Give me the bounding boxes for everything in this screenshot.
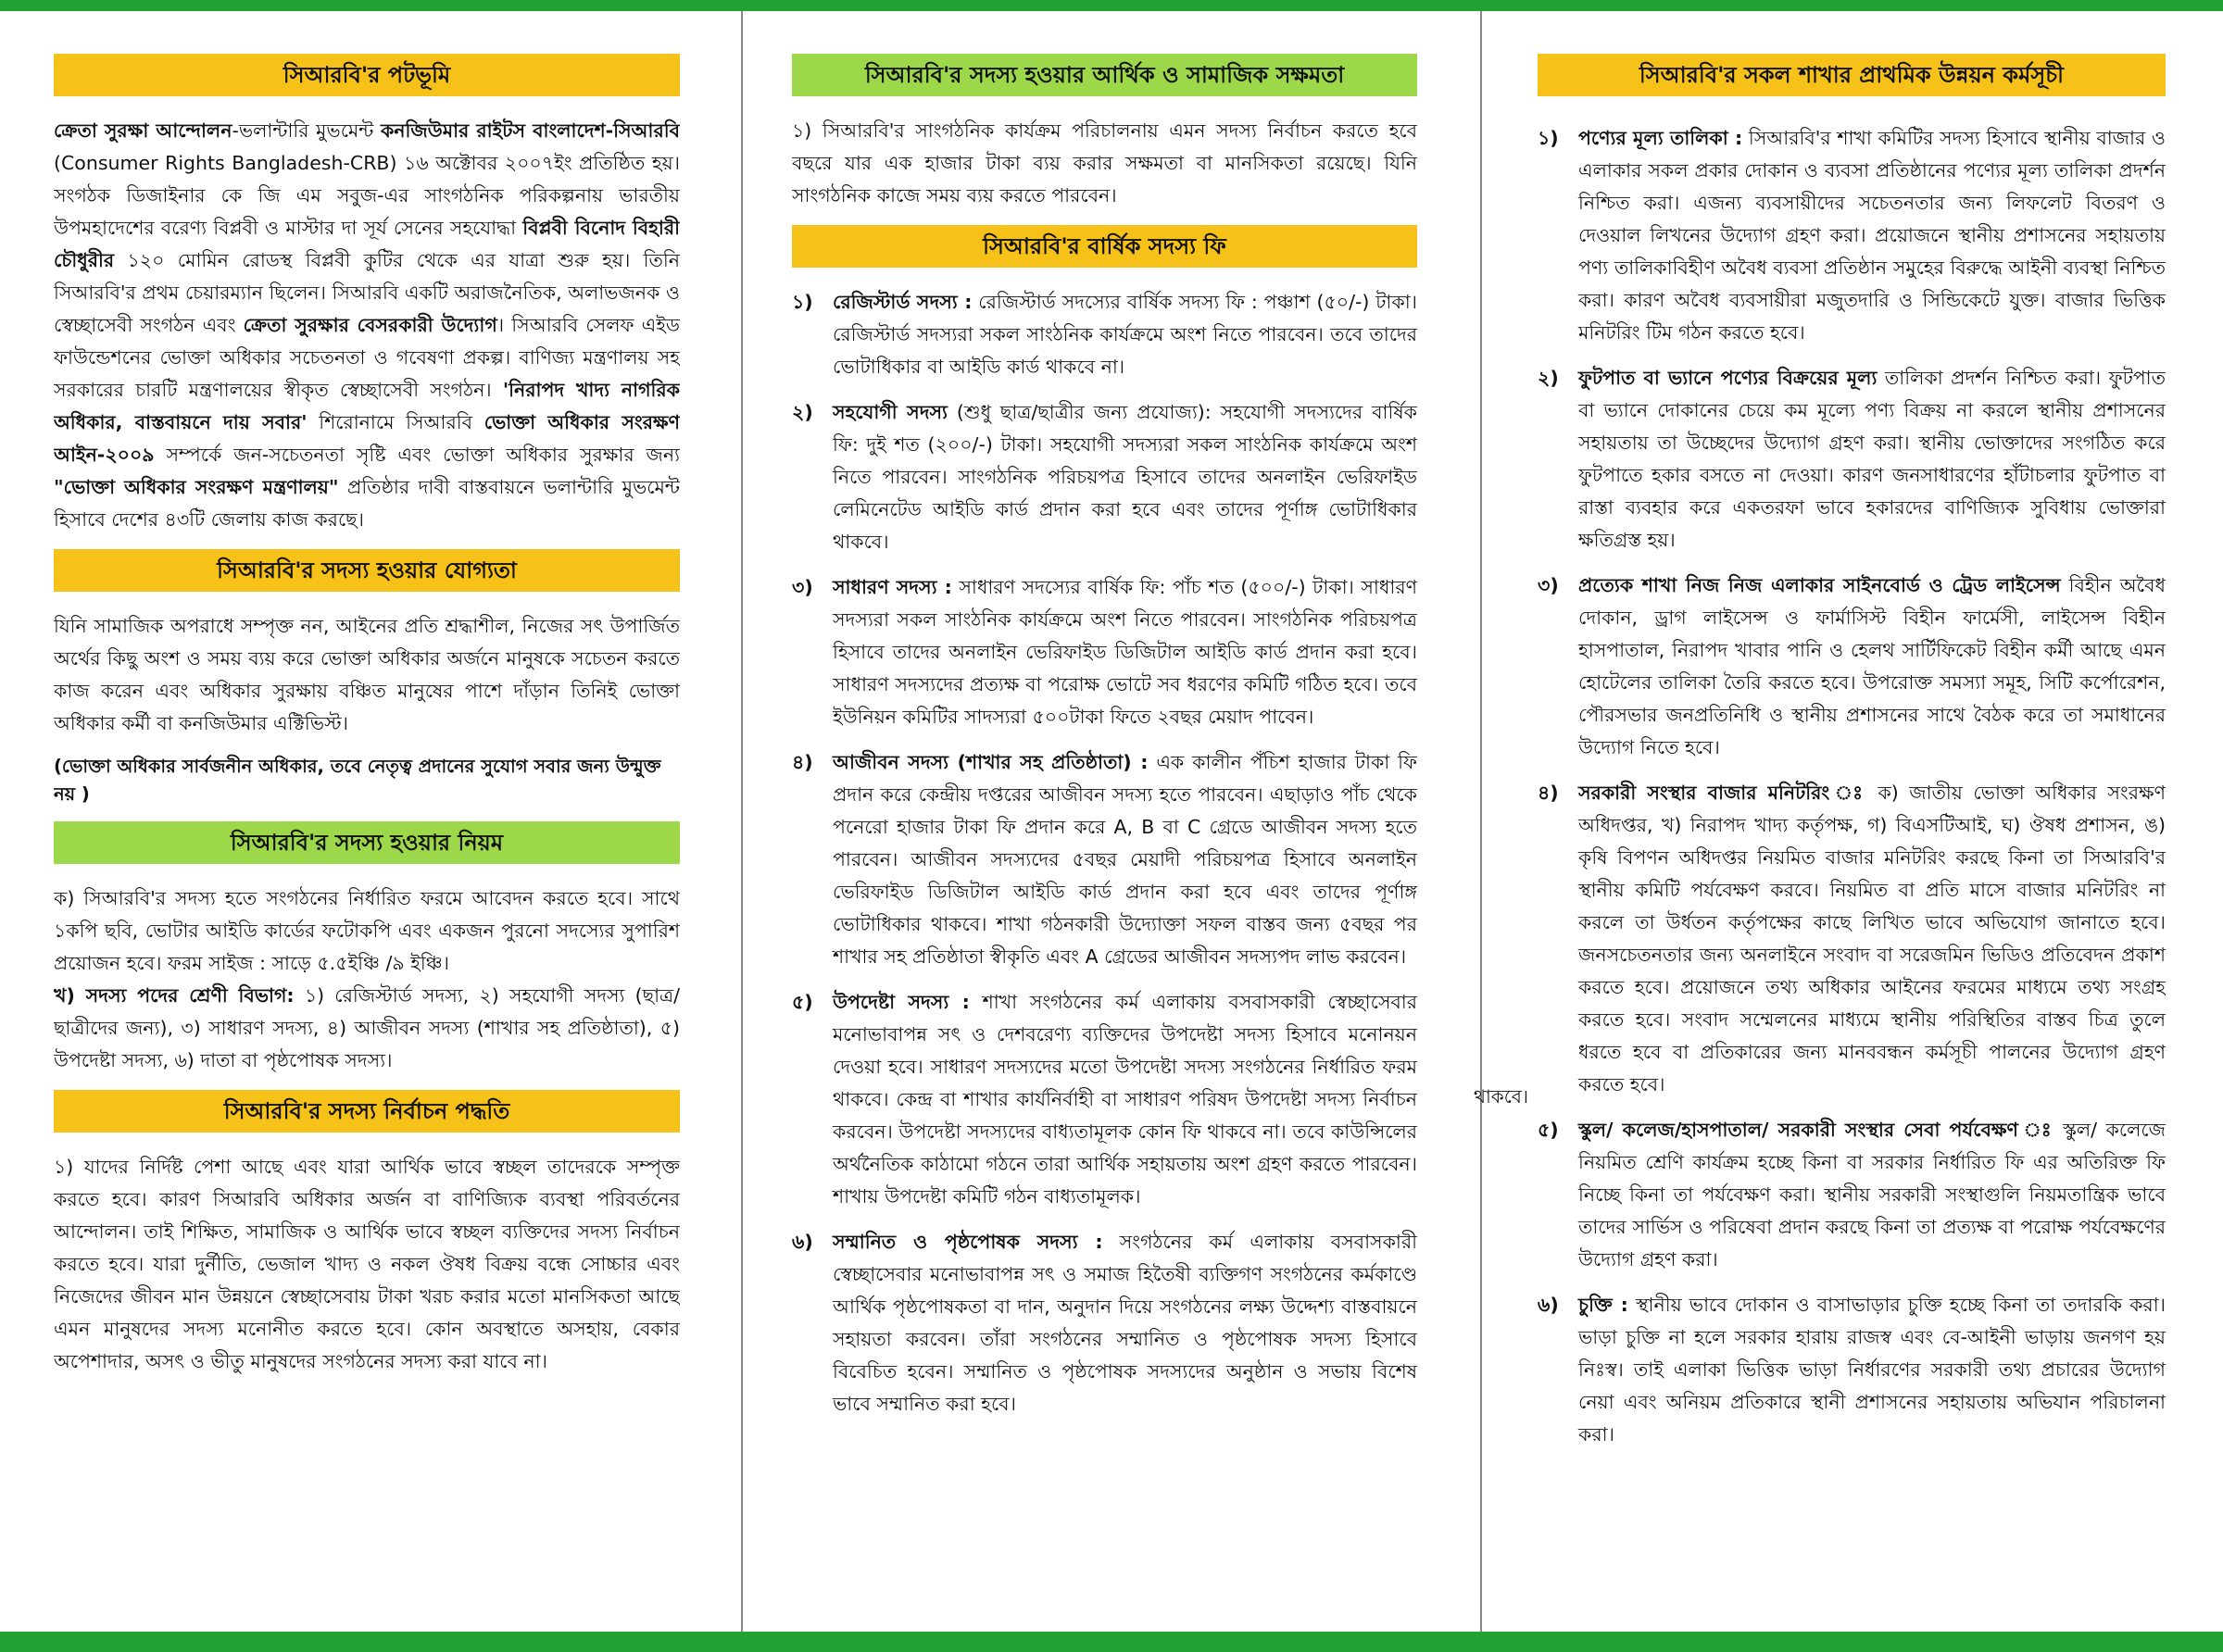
- background-span-14: প্রতিষ্ঠার দাবী বাস্তবায়নে ভলান্টারি মুভমেন্ট হিসাবে দেশের ৪৩টি জেলায় কাজ করছে।: [54, 476, 680, 531]
- fee-item-num: ২): [792, 401, 813, 423]
- fee-item-general: [792, 571, 1417, 733]
- fold-divider-left: [741, 11, 743, 1632]
- program-item-text: সিআরবি'র শাখা কমিটির সদস্য হিসাবে স্থানীয় বাজার ও এলাকার সকল প্রকার দোকান ও ব্যবসা প্রতিষ্ঠানের পণ্যের মূল্য তালিকা প্রদর্শন নিশ্চিত করা। এজন্য ব্যবসায়ীদের সচেতনতার জন্য লিফলেট বিতরণ ও দেওয়াল লিখনের উদ্যোগ গ্রহণ করা। প্রয়োজনে স্থানীয় প্রশাসনের সহায়তায় পণ্য তালিকাবিহীণ অবৈধ ব্যবসা প্রতিষ্ঠান সমুহের বিরুদ্ধে আইনী ব্যবস্থা নিশ্চিত করা। কারণ অবৈধ ব্যবসায়ীরা মজুতদারি ও সিন্ডিকেটে যুক্ত। বাজার ভিত্তিক মনিটরিং টিম গঠন করতে হবে।: [1578, 127, 2166, 344]
- column-middle: [792, 54, 1417, 1624]
- fee-item-registered: [792, 286, 1417, 383]
- program-item-num: ৪): [1538, 782, 1559, 804]
- program-item-num: ২): [1538, 367, 1559, 389]
- program-item-label: ফুটপাত বা ভ্যানে পণ্যের বিক্রয়ের মূল্য: [1578, 367, 1878, 389]
- program-item-num: ৩): [1538, 574, 1559, 596]
- background-span-4: (Consumer Rights Bangladesh-CRB) ১৬ অক্টোবর ২০০৭ইং প্রতিষ্ঠিত হয়। সংগঠক ডিজাইনার কে জি এম সবুজ-এর সাংগঠনিক পরিকল্পনায় ভারতীয় উপমহাদেশের বরেণ্য বিপ্লবী ও মাস্টার দা সূর্য সেনের সহযোদ্ধা: [54, 152, 680, 239]
- rules-b-label: খ) সদস্য পদের শ্রেণী বিভাগ:: [54, 984, 295, 1007]
- selection-text: ১) যাদের নির্দিষ্ট পেশা আছে এবং যারা আর্থিক ভাবে স্বচ্ছল তাদেরকে সম্পৃক্ত করতে হবে। কারণ সিআরবি অধিকার অর্জন বা বাণিজ্যিক ব্যবস্থা পরিবর্তনের আন্দোলন। তাই শিক্ষিত, সামাজিক ও আর্থিক ভাবে স্বচ্ছল ব্যক্তিদের সদস্য নির্বাচন করতে হবে। যারা দুর্নীতি, ভেজাল খাদ্য ও নকল ঔষধ বিক্রয় বন্ধে সোচ্চার এবং নিজেদের জীবন মান উন্নয়নে স্বেচ্ছাসেবায় টাকা খরচ করার মতো মানসিকতা আছে এমন মানুষদের সদস্য মনোনীত করতে হবে। কোন অবস্থাতে অসহায়, বেকার অপেশাদার, অসৎ ও ভীতু মানুষদের সংগঠনের সদস্য করা যাবে না।: [54, 1156, 680, 1372]
- column-left: [54, 54, 680, 1624]
- program-item-text: ক) জাতীয় ভোক্তা অধিকার সংরক্ষণ অধিদপ্তর, খ) নিরাপদ খাদ্য কর্তৃপক্ষ, গ) বিএসটিআই, ঘ) ঔষধ প্রশাসন, ঙ) কৃষি বিপণন অধিদপ্তর নিয়মিত বাজার মনিটরিং করছে কিনা তা সিআরবি'র স্থানীয় কমিটি পর্যবেক্ষণ করবে। নিয়মিত বা প্রতি মাসে বাজার মনিটরিং না করলে তা উর্ধতন কর্তৃপক্ষের কাছে লিখিত ভাবে অভিযোগ জানাতে হবে। জনসচেতনতার জন্য অনলাইনে সংবাদ বা সরেজমিন ভিডিও প্রতিবেদন প্রকাশ করতে হবে। প্রয়োজনে তথ্য অধিকার আইনের ফরমের মাধ্যমে তথ্য সংগ্রহ করতে হবে। সংবাদ সম্মেলনের মাধ্যমে স্থানীয় পরিস্থিতির বাস্তব চিত্র তুলে ধরতে হবে বা প্রতিকারের জন্য মানববন্ধন কর্মসূচী পালনের উদ্যোগ গ্রহণ করতে হবে।: [1578, 782, 2166, 1095]
- program-item-label: চুক্তি :: [1578, 1294, 1628, 1316]
- rules-b-text: [54, 980, 680, 1077]
- program-item-label: প্রত্যেক শাখা নিজ নিজ এলাকার সাইনবোর্ড ও ট্রেড লাইসেন্স: [1578, 574, 2061, 596]
- background-span-10: শিরোনামে সিআরবি: [307, 411, 484, 433]
- background-span-12: সম্পর্কে জন-সচেতনতা সৃষ্টি এবং ভোক্তা অধিকার সুরক্ষার জন্য: [154, 444, 680, 466]
- section-title-programs: সিআরবি'র সকল শাখার প্রাথমিক উন্নয়ন কর্মসূচী: [1538, 54, 2166, 96]
- background-bold-1: ক্রেতা সুরক্ষা আন্দোলন: [54, 119, 232, 142]
- fee-item-label: সম্মানিত ও পৃষ্ঠপোষক সদস্য :: [833, 1231, 1103, 1253]
- program-item-num: ৬): [1538, 1294, 1559, 1316]
- section-title-selection: সিআরবি'র সদস্য নির্বাচন পদ্ধতি: [54, 1090, 680, 1133]
- fee-item-associate: [792, 396, 1417, 558]
- background-bold-3: কনজিউমার রাইটস বাংলাদেশ-সিআরবি: [380, 119, 680, 142]
- column-right: [1538, 54, 2166, 1624]
- top-green-bar: [0, 0, 2223, 11]
- fee-item-label: সাধারণ সদস্য :: [833, 576, 952, 598]
- rules-b-body: ১) রেজিস্টার্ড সদস্য, ২) সহযোগী সদস্য (ছাত্র/ছাত্রীদের জন্য), ৩) সাধারণ সদস্য, ৪) আজীবন সদস্য (শাখার সহ প্রতিষ্ঠাতা), ৫) উপদেষ্টা সদস্য, ৬) দাতা বা পৃষ্ঠপোষক সদস্য।: [54, 984, 680, 1071]
- fee-item-text: (শুধু ছাত্র/ছাত্রীর জন্য প্রযোজ্য): সহযোগী সদস্যদের বার্ষিক ফি: দুই শত (২০০/-) টাকা। সহযোগী সদস্যরা সকল সাংঠনিক কার্যক্রমে অংশ নিতে পারবেন। সাংগঠনিক পরিচয়পত্র হিসাবে তাদের অনলাইন ভেরিফাইড লেমিনেটেড আইডি কার্ড প্রদান করা হবে এবং তাদের পূর্ণাঙ্গ ভোটাধিকার থাকবে।: [833, 401, 1417, 553]
- fee-item-text: এক কালীন পঁচিশ হাজার টাকা ফি প্রদান করে কেন্দ্রীয় দপ্তরের আজীবন সদস্য হতে পারবেন। এছাড়াও পাঁচ থেকে পনেরো হাজার টাকা ফি প্রদান করে A, B বা C গ্রেডে আজীবন সদস্য হতে পারবেন। আজীবন সদস্যদের ৫বছর মেয়াদী পরিচয়পত্র হিসাবে অনলাইন ভেরিফাইড ডিজিটাল আইডি কার্ড প্রদান করা হবে এবং তাদের পূর্ণাঙ্গ ভোটাধিকার থাকবে। শাখা গঠনকারী উদ্যোক্তা সফল বাস্তব জন্য ৫বছর পর শাখার সহ প্রতিষ্ঠাতা স্বীকৃতি এবং A গ্রেডের আজীবন সদস্যপদ লাভ করবেন।: [833, 751, 1417, 968]
- fee-item-num: ৬): [792, 1231, 813, 1253]
- program-item-text: স্কুল/ কলেজে নিয়মিত শ্রেণি কার্যক্রম হচ্ছে কিনা বা সরকার নির্ধারিত ফি এর অতিরিক্ত ফি নিচ্ছে কিনা তা পর্যবেক্ষণ করা। স্থানীয় সরকারী সংস্থাগুলি নিয়মতান্ত্রিক ভাবে তাদের সার্ভিস ও পরিষেবা প্রদান করছে কিনা তা প্রত্যক্ষ বা পরোক্ষ পর্যবেক্ষণের উদ্যোগ গ্রহণ করা।: [1578, 1119, 2166, 1270]
- fee-item-text: রেজিস্টার্ড সদস্যের বার্ষিক সদস্য ফি : পঞ্চাশ (৫০/-) টাকা। রেজিস্টার্ড সদস্যরা সকল সাংঠনিক কার্যক্রমে অংশ নিতে পারবেন। তবে তাদের ভোটাধিকার বা আইডি কার্ড থাকবে না।: [833, 291, 1417, 378]
- program-item-num: ৫): [1538, 1119, 1559, 1141]
- background-bold-7: ক্রেতা সুরক্ষার বেসরকারী উদ্যোগ: [243, 314, 497, 336]
- bottom-green-bar: [0, 1632, 2223, 1652]
- fee-item-label: সহযোগী সদস্য: [833, 401, 948, 423]
- program-item-num: ১): [1538, 127, 1559, 149]
- section-title-eligibility: সিআরবি'র সদস্য হওয়ার যোগ্যতা: [54, 549, 680, 592]
- fee-item-num: ৩): [792, 576, 813, 598]
- spacer: [1538, 115, 2166, 122]
- background-bold-9: 'নিরাপদ খাদ্য নাগরিক অধিকার, বাস্তবায়নে দায় সবার': [54, 379, 680, 433]
- fee-item-lifetime: [792, 746, 1417, 973]
- fee-item-num: ৫): [792, 991, 813, 1013]
- fee-item-label: উপদেষ্টা সদস্য :: [833, 991, 970, 1013]
- program-item-label: সরকারী সংস্থার বাজার মনিটরিং ঃ: [1578, 782, 1867, 804]
- program-item-text: বিহীন অবৈধ দোকান, ড্রাগ লাইসেন্স ও ফার্মাসিস্ট বিহীন ফার্মেসী, লাইসেন্স বিহীন হাসপাতাল, নিরাপদ খাবার পানি ও হেলথ সার্টিফিকেট বিহীন কর্মী আছে এমন হোটেলের তালিকা তৈরি করতে হবে। উপরোক্ত সমস্যা সমূহ, সিটি কর্পোরেশন, পৌরসভার জনপ্রতিনিধি ও স্থানীয় প্রশাসনের সাথে বৈঠক করে তা সমাধানের উদ্যোগ নিতে হবে।: [1578, 574, 2166, 758]
- capacity-text: ১) সিআরবি'র সাংগঠনিক কার্যক্রম পরিচালনায় এমন সদস্য নির্বাচন করতে হবে বছরে যার এক হাজার টাকা ব্যয় করার সক্ষমতা বা মানসিকতা রয়েছে। যিনি সাংগঠনিক কাজে সময় ব্যয় করতে পারবেন।: [792, 119, 1417, 206]
- fee-item-text: সাধারণ সদস্যের বার্ষিক ফি: পাঁচ শত (৫০০/-) টাকা। সাধারণ সদস্যরা সকল সাংঠনিক কার্যক্রমে অংশ নিতে পারবেন। সাংগঠনিক পরিচয়পত্র হিসাবে তাদের অনলাইন ভেরিফাইড ডিজিটাল আইডি কার্ড প্রদান করা হবে। সাধারণ সদস্যদের প্রত্যক্ষ বা পরোক্ষ ভোটে সব ধরণের কমিটি গঠিত হবে। তবে ইউনিয়ন কমিটির সাদস্যরা ৫০০টাকা ফিতে ২বছর মেয়াদ পাবেন।: [833, 576, 1417, 728]
- fee-item-num: ৪): [792, 751, 813, 773]
- program-item-label: স্কুল/ কলেজ/হাসপাতাল/ সরকারী সংস্থার সেবা পর্যবেক্ষণ ঃ: [1578, 1119, 2054, 1141]
- program-item-text: তালিকা প্রদর্শন নিশ্চিত করা। ফুটপাত বা ভ্যানে দোকানের চেয়ে কম মূল্যে পণ্য বিক্রয় না করলে স্থানীয় প্রশাসনের সহায়তায় তা উচ্ছেদের উদ্যোগ গ্রহণ করা। স্থানীয় ভোক্তাদের সংগঠিত করে ফুটপাতে হকার বসতে না দেওয়া। কারণ জনসাধারণের হাঁটাচলার ফুটপাত বা রাস্তা ব্যবহার করে একতরফা ভাবে হকারদের বাণিজ্যিক সুবিধায় ভোক্তারা ক্ষতিগ্রস্ত হয়।: [1578, 367, 2166, 551]
- section-title-rules: সিআরবি'র সদস্য হওয়ার নিয়ম: [54, 821, 680, 864]
- program-item-license: [1538, 569, 2166, 764]
- fee-item-advisor: [792, 986, 1417, 1213]
- fold-divider-right: [1480, 11, 1482, 1632]
- fee-item-text: সংগঠনের কর্ম এলাকায় বসবাসকারী স্বেচ্ছাসেবার মনোভাবাপন্ন সৎ ও সমাজ হিতৈষী ব্যক্তিগণ সংগঠনের কর্মকাণ্ডে আর্থিক পৃষ্ঠপোষকতা বা দান, অনুদান দিয়ে সংগঠনের লক্ষ্য উদ্দেশ্য বাস্তবায়নে সহায়তা করবেন। তাঁরা সংগঠনের সম্মানিত ও পৃষ্ঠপোষক সদস্য হিসাবে বিবেচিত হবেন। সম্মানিত ও পৃষ্ঠপোষক সদস্যদের অনুষ্ঠান ও সভায় বিশেষ ভাবে সম্মানিত করা হবে।: [833, 1231, 1417, 1415]
- fee-item-num: ১): [792, 291, 813, 313]
- fee-item-label: আজীবন সদস্য (শাখার সহ প্রতিষ্ঠাতা) :: [833, 751, 1149, 773]
- section-title-fees: সিআরবি'র বার্ষিক সদস্য ফি: [792, 225, 1417, 268]
- program-item-contract: [1538, 1289, 2166, 1451]
- fee-item-patron: [792, 1226, 1417, 1420]
- fee-item-text: শাখা সংগঠনের কর্ম এলাকায় বসবাসকারী স্বেচ্ছাসেবার মনোভাবাপন্ন সৎ ও দেশবরেণ্য ব্যক্তিদের উপদেষ্টা সদস্য হিসাবে মনোনয়ন দেওয়া হবে। সাধারণ সদস্যদের মতো উপদেষ্টা সদস্য সংগঠনের নির্ধারিত ফরম থাকবে। কেন্দ্র বা শাখার কার্যনির্বাহী বা সাধারণ পরিষদ উপদেষ্টা সদস্য নির্বাচন করবেন। উপদেষ্টা সদস্যদের বাধ্যতামূলক কোন ফি থাকবে না। তবে কাউন্সিলের অর্থনৈতিক কাঠামো গঠনে তারা আর্থিক সহায়তায় অংশ গ্রহণ করতে পারবেন। শাখায় উপদেষ্টা কমিটি গঠন বাধ্যতামূলক।: [833, 991, 1417, 1208]
- background-span-6: ১২০ মোমিন রোডস্থ বিপ্লবী কুটির থেকে এর যাত্রা শুরু হয়। তিনি সিআরবি'র প্রথম চেয়ারম্যান ছিলেন। সিআরবি একটি অরাজনৈতিক, অলাভজনক ও স্বেচ্ছাসেবী সংগঠন এবং: [54, 249, 680, 336]
- eligibility-text: যিনি সামাজিক অপরাধে সম্পৃক্ত নন, আইনের প্রতি শ্রদ্ধাশীল, নিজের সৎ উপার্জিত অর্থের কিছু অংশ ও সময় ব্যয় করে ভোক্তা অধিকার অর্জনে মানুষকে সচেতন করতে কাজ করেন এবং অধিকার সুরক্ষায় বঞ্চিত মানুষের পাশে দাঁড়ান তিনিই ভোক্তা অধিকার কর্মী বা কনজিউমার এক্টিভিস্ট।: [54, 615, 680, 734]
- program-item-label: পণ্যের মূল্য তালিকা :: [1578, 127, 1743, 149]
- eligibility-note: (ভোক্তা অধিকার সার্বজনীন অধিকার, তবে নেতৃত্ব প্রদানের সুযোগ সবার জন্য উন্মুক্ত নয় ): [54, 756, 661, 805]
- background-text: [54, 115, 680, 536]
- background-span-8: । সিআরবি সেলফ এইড ফাউন্ডেশনের ভোক্তা অধিকার সচেতনতা ও গবেষণা প্রকল্প। বাণিজ্য মন্ত্রণালয় সহ সরকারের চারটি মন্ত্রণালয়ের স্বীকৃত স্বেচ্ছাসেবী সংগঠন।: [54, 314, 680, 401]
- background-bold-5: বিপ্লবী বিনোদ বিহারী চৌধুরীর: [54, 217, 680, 271]
- program-item-footpath: [1538, 362, 2166, 557]
- section-title-capacity: সিআরবি'র সদস্য হওয়ার আর্থিক ও সামাজিক সক্ষমতা: [792, 54, 1417, 96]
- background-bold-11: ভোক্তা অধিকার সংরক্ষণ আইন-২০০৯: [54, 411, 680, 466]
- program-item-price-list: [1538, 122, 2166, 349]
- program-item-market-monitoring: [1538, 777, 2166, 1101]
- program-item-service-monitoring: [1538, 1114, 2166, 1276]
- stray-side-note: থাকবে।: [1474, 1085, 1529, 1108]
- fee-item-label: রেজিস্টার্ড সদস্য :: [833, 291, 973, 313]
- section-title-background: সিআরবি'র পটভূমি: [54, 54, 680, 96]
- background-bold-13: "ভোক্তা অধিকার সংরক্ষণ মন্ত্রণালয়": [54, 476, 339, 498]
- background-span-2: -ভলান্টারি মুভমেন্ট: [232, 119, 381, 142]
- rules-a-text: ক) সিআরবি'র সদস্য হতে সংগঠনের নির্ধারিত ফরমে আবেদন করতে হবে। সাথে ১কপি ছবি, ভোটার আইডি কার্ডের ফটোকপি এবং একজন পুরনো সদস্যের সুপারিশ প্রয়োজন হবে। ফরম সাইজ : সাড়ে ৫.৫ইঞ্চি /৯ ইঞ্চি।: [54, 887, 680, 974]
- program-item-text: স্থানীয় ভাবে দোকান ও বাসাভাড়ার চুক্তি হচ্ছে কিনা তা তদারকি করা। ভাড়া চুক্তি না হলে সরকার হারায় রাজস্ব এবং বে-আইনী ভাড়ায় জনগণ হয় নিঃস্ব। তাই এলাকা ভিত্তিক ভাড়া নির্ধারণের সরকারী তথ্য প্রচারের উদ্যোগ নেয়া এবং অনিয়ম প্রতিকারে স্থানী প্রশাসনের সহায়তায় অভিযান পরিচালনা করা।: [1578, 1294, 2166, 1446]
